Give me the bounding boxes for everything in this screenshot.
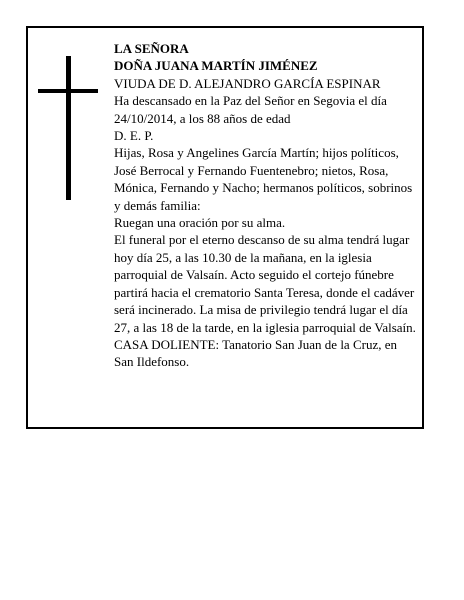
cross-icon: [38, 56, 98, 200]
mourning-house: CASA DOLIENTE: Tanatorio San Juan de la Cruz, en San Ildefonso.: [114, 336, 397, 370]
family-list: Hijas, Rosa y Angelines García Martín; hijos políticos, José Berrocal y Fernando Fuentenebro; nietos, Rosa, Mónica, Fernando y Nacho; hermanos políticos, sobrinos y demás familia:: [114, 145, 413, 213]
widow-of: VIUDA DE D. ALEJANDRO GARCÍA ESPINAR: [114, 75, 381, 91]
notice-title: LA SEÑORA: [114, 41, 189, 56]
rip-line: D. E. P.: [114, 128, 154, 144]
cross-horizontal-bar: [38, 89, 98, 93]
cross-vertical-bar: [66, 56, 71, 200]
prayer-request: Ruegan una oración por su alma.: [114, 215, 286, 231]
notice-text: [114, 40, 418, 371]
funeral-details: El funeral por el eterno descanso de su alma tendrá lugar hoy día 25, a las 10.30 de la mañana, en la iglesia parroquial de Valsaín. Acto seguido el cortejo fúnebre partirá hacia el crematorio Santa Teresa, donde el cadáver será incinerado. La misa de privilegio tendrá lugar el día 27, a las 18 de la tarde, en la iglesia parroquial de Valsaín.: [114, 232, 416, 335]
death-statement: Ha descansado en la Paz del Señor en Segovia el día 24/10/2014, a los 88 años de edad: [114, 93, 387, 126]
deceased-name: DOÑA JUANA MARTÍN JIMÉNEZ: [114, 58, 318, 74]
obituary-notice: [26, 26, 424, 429]
